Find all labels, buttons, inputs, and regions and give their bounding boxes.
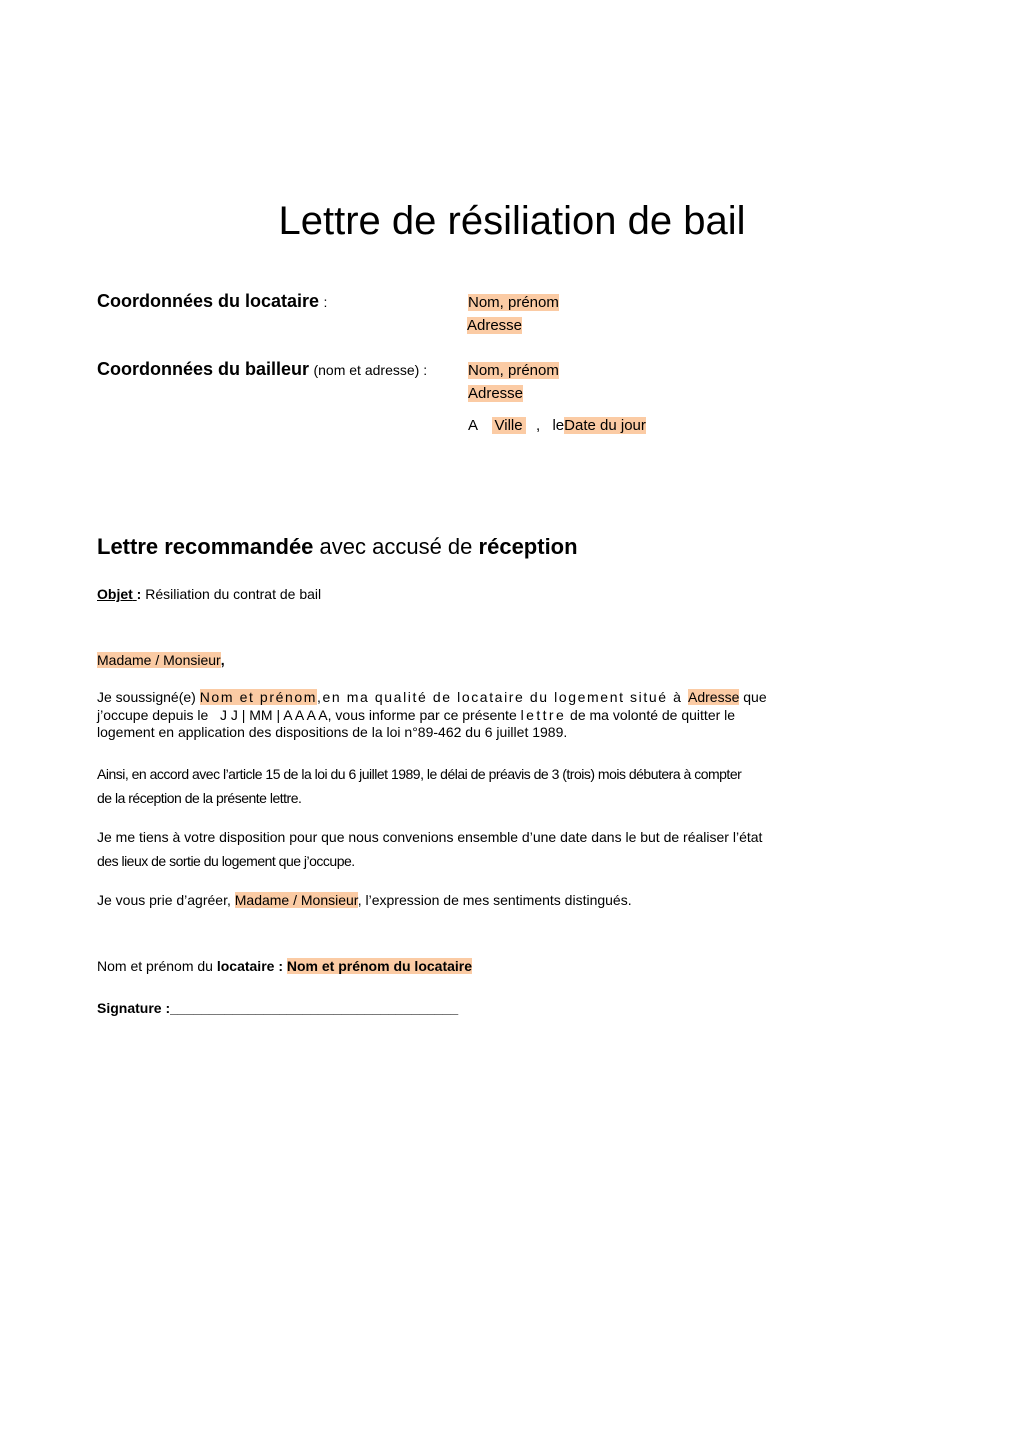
tenant-label-colon: :	[323, 294, 328, 310]
p4-salutation-placeholder[interactable]: Madame / Monsieur	[234, 892, 358, 908]
subject-text: Résiliation du contrat de bail	[145, 586, 322, 602]
date-placeholder[interactable]: Date du jour	[564, 417, 646, 434]
paragraph-1-line-3: logement en application des dispositions de la loi n°89-462 du 6 juillet 1989.	[97, 724, 568, 740]
paragraph-2-line-2: de la réception de la présente lettre.	[97, 790, 302, 806]
salutation-comma: ,	[220, 652, 225, 668]
p1-line2-c: de ma volonté de quitter le	[566, 707, 736, 723]
landlord-name-placeholder[interactable]: Nom, prénom	[468, 362, 559, 379]
landlord-address-block	[468, 385, 523, 403]
landlord-label-note: (nom et adresse) :	[313, 362, 428, 378]
mail-type-part1: Lettre recommandée	[97, 534, 314, 559]
salutation-line	[97, 651, 225, 669]
mail-type-part2: avec accusé de	[313, 534, 479, 559]
paragraph-2-line-1: Ainsi, en accord avec l’article 15 de la loi du 6 juillet 1989, le délai de préavis de 3 (trois) mois débutera à compter	[97, 766, 742, 782]
p1-line2-a: j’occupe depuis le	[97, 707, 213, 723]
tenant-name-placeholder[interactable]: Nom, prénom	[468, 294, 559, 311]
tenant-address-placeholder[interactable]: Adresse	[467, 317, 523, 334]
subject-line	[97, 585, 321, 603]
p4-start: Je vous prie d’agréer,	[97, 892, 235, 908]
landlord-label: Coordonnées du bailleur	[97, 359, 310, 379]
p1-mid: ,en ma qualité de locataire du logement situé à	[317, 689, 688, 705]
landlord-address-placeholder[interactable]: Adresse	[468, 385, 524, 402]
signature-blank[interactable]: _____________________________________	[170, 1000, 459, 1016]
p1-line2-b: , vous informe par ce présente	[327, 707, 521, 723]
place-prefix: A	[468, 417, 478, 434]
date-le: le	[552, 417, 565, 434]
closing-name-placeholder[interactable]: Nom et prénom du locataire	[286, 958, 473, 974]
p1-lettre: lettre	[520, 707, 567, 723]
p4-end: , l’expression de mes sentiments distingués.	[357, 892, 632, 908]
landlord-label-block	[97, 358, 427, 382]
place-date-line	[468, 417, 646, 435]
mail-type-heading	[97, 533, 578, 561]
paragraph-4	[97, 891, 632, 909]
tenant-name-block	[468, 294, 559, 312]
tenant-label-block	[97, 290, 327, 314]
signature-label: Signature :	[97, 1000, 171, 1016]
p1-date-placeholder: J J | MM | A A A A	[212, 707, 328, 723]
closing-name-label-bold: locataire :	[216, 958, 283, 974]
subject-colon: :	[136, 586, 142, 602]
p1-name-placeholder[interactable]: Nom et prénom	[199, 689, 318, 705]
mail-type-part3: réception	[478, 534, 578, 559]
p1-address-placeholder[interactable]: Adresse	[688, 689, 740, 705]
p1-end: que	[739, 689, 767, 705]
signature-line	[97, 999, 458, 1017]
paragraph-1-line-1	[97, 688, 767, 706]
paragraph-3-line-2: des lieux de sortie du logement que j’occupe.	[97, 853, 355, 869]
subject-label: Objet	[97, 586, 133, 602]
paragraph-3-line-1: Je me tiens à votre disposition pour que nous convenions ensemble d’une date dans le but de réaliser l’état	[97, 829, 763, 845]
closing-name-label: Nom et prénom du	[97, 958, 217, 974]
paragraph-1-line-2	[97, 706, 735, 724]
salutation-placeholder[interactable]: Madame / Monsieur	[97, 652, 221, 668]
city-placeholder[interactable]: Ville	[492, 417, 526, 434]
landlord-name-block	[468, 362, 559, 380]
tenant-address-block	[467, 317, 522, 335]
tenant-label: Coordonnées du locataire	[97, 291, 320, 311]
document-title: Lettre de résiliation de bail	[278, 199, 746, 243]
p1-start: Je soussigné(e)	[97, 689, 200, 705]
place-date-separator: ,	[535, 417, 541, 434]
closing-name-line	[97, 957, 472, 975]
